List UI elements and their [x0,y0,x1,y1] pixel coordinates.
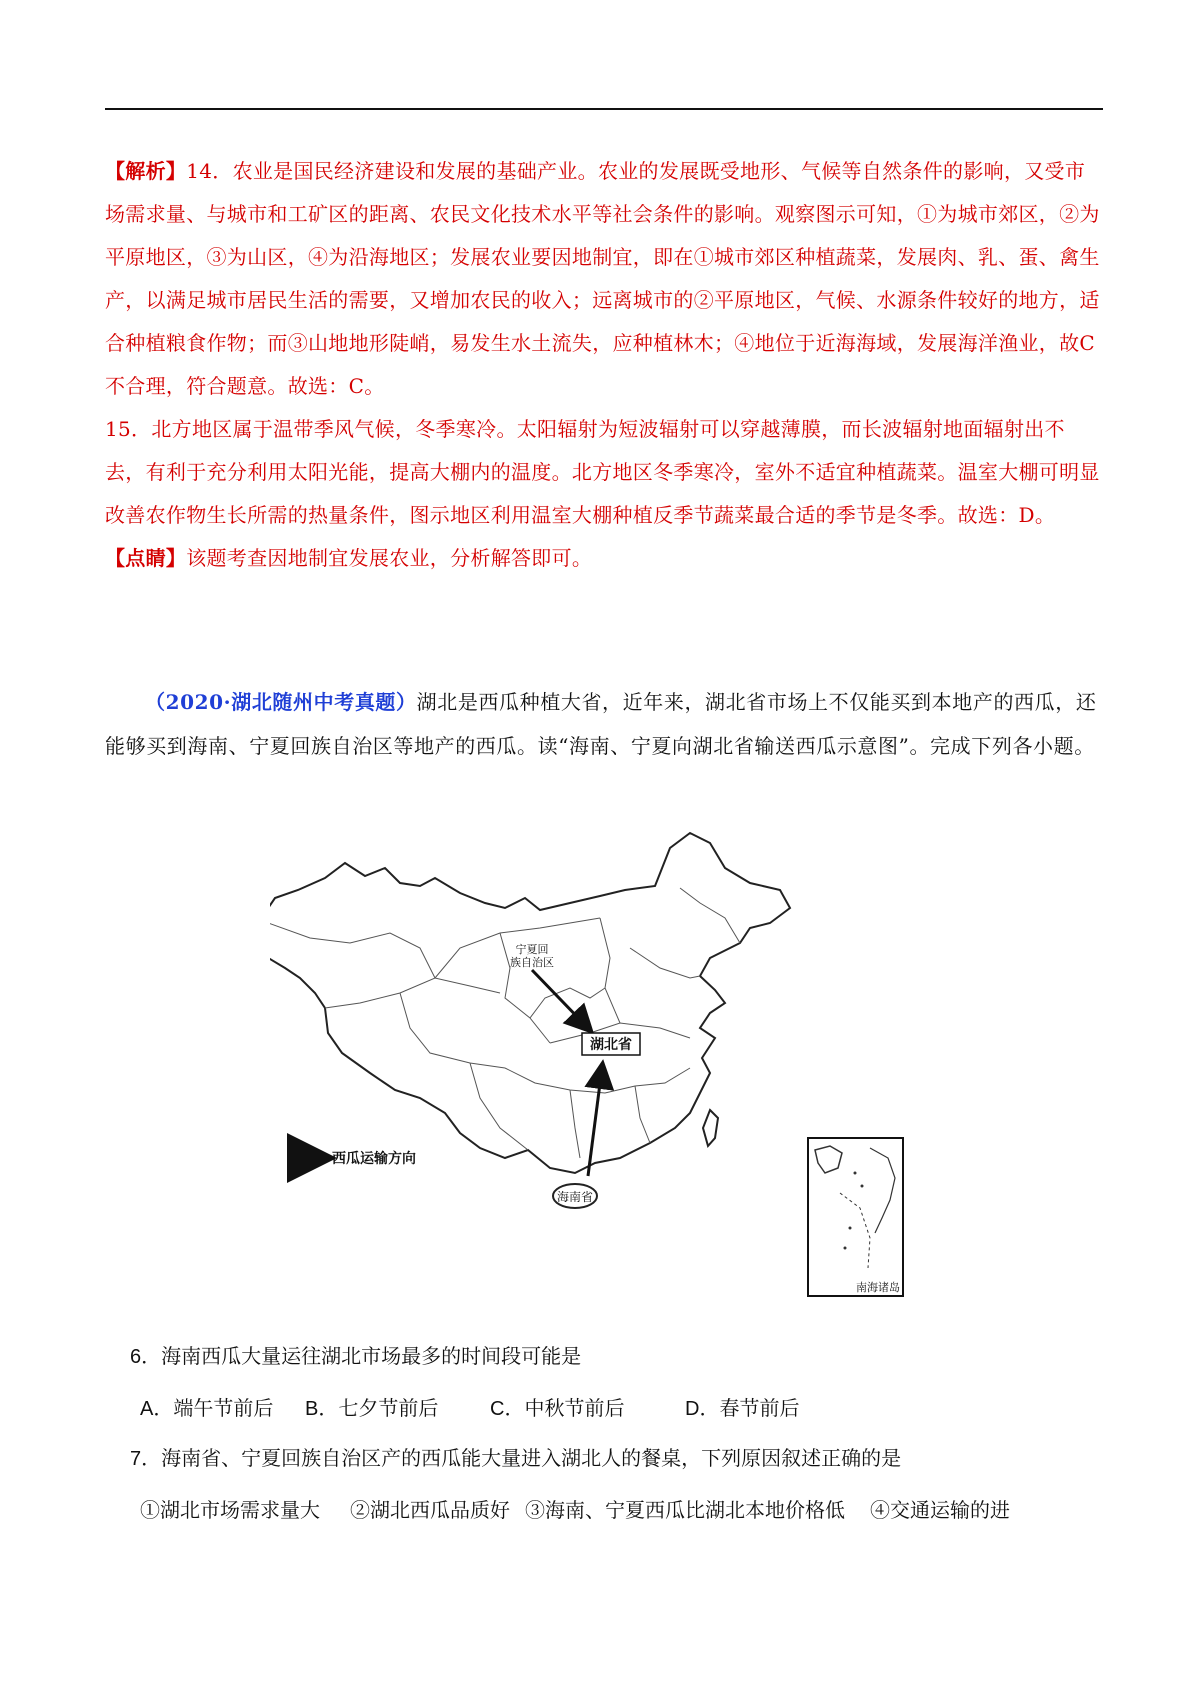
province-boundaries [270,888,740,1158]
label-ningxia-line1: 宁夏回 [515,944,549,956]
header-rule [105,108,1103,110]
item-2: ②湖北西瓜品质好 [350,1500,510,1522]
label-hubei: 湖北省 [590,1036,632,1052]
q15-number: 15． [105,417,152,441]
arrow-ningxia-to-hubei [532,970,588,1028]
option-c[interactable]: C．中秋节前后 [490,1398,625,1420]
question-7: 7．海南省、宁夏回族自治区产的西瓜能大量进入湖北人的餐桌，下列原因叙述正确的是 [130,1448,902,1470]
analysis-tag: 【解析】 [105,159,187,183]
label-nanhai: 南海诸岛 [856,1282,900,1294]
label-hainan: 海南省 [556,1190,594,1204]
question-intro [105,680,1103,768]
taiwan-island [703,1110,718,1146]
item-1: ①湖北市场需求量大 [140,1500,320,1522]
china-map [270,828,920,1308]
comment [105,537,1103,580]
arrow-hainan-to-hubei [588,1068,602,1176]
q14-analysis-text: 农业是国民经济建设和发展的基础产业。农业的发展既受地形、气候等自然条件的影响，又受市场需求量、与城市和工矿区的距离、农民文化技术水平等社会条件的影响。观察图示可知，①为城市郊区，②为平原地区，③为山区，④为沿海地区；发展农业要因地制宜，即在①城市郊区种植蔬菜，发展肉、乳、蛋、禽生产，以满足城市居民生活的需要，又增加农民的收入；远离城市的②平原地区，气候、水源条件较好的地方，适合种植粮食作物；而③山地地形陡峭，易发生水土流失，应种植林木；④地位于近海海域，发展海洋渔业，故C不合理，符合题意。故选：C。 [105,159,1100,398]
option-a[interactable]: A．端午节前后 [140,1398,274,1420]
option-d[interactable]: D．春节前后 [685,1398,800,1420]
china-map-figure [270,828,920,1308]
q15-analysis-text: 北方地区属于温带季风气候，冬季寒冷。太阳辐射为短波辐射可以穿越薄膜，而长波辐射地面辐射出不去，有利于充分利用太阳光能，提高大棚内的温度。北方地区冬季寒冷，室外不适宜种植蔬菜。温室大棚可明显改善农作物生长所需的热量条件，图示地区利用温室大棚种植反季节蔬菜最合适的季节是冬季。故选：D。 [105,417,1100,527]
analysis-15 [105,408,1103,537]
analysis-block [105,150,1103,580]
option-b[interactable]: B．七夕节前后 [305,1398,439,1420]
item-4: ④交通运输的进 [870,1500,1010,1522]
question-source: （2020·湖北随州中考真题） [145,690,417,714]
intro-text: 湖北是西瓜种植大省，近年来，湖北省市场上不仅能买到本地产的西瓜，还能够买到海南、宁夏回族自治区等地产的西瓜。读“海南、宁夏向湖北省输送西瓜示意图”。完成下列各小题。 [105,690,1097,758]
legend-label: 西瓜运输方向 [332,1150,416,1166]
label-ningxia-line2: 族自治区 [510,957,554,969]
question-6: 6．海南西瓜大量运往湖北市场最多的时间段可能是 [130,1346,582,1368]
comment-text: 该题考查因地制宜发展农业，分析解答即可。 [186,546,593,570]
comment-tag: 【点睛】 [105,546,187,570]
china-outline [270,833,790,1173]
item-3: ③海南、宁夏西瓜比湖北本地价格低 [525,1500,845,1522]
q14-number: 14． [186,159,233,183]
analysis-14 [105,150,1103,408]
